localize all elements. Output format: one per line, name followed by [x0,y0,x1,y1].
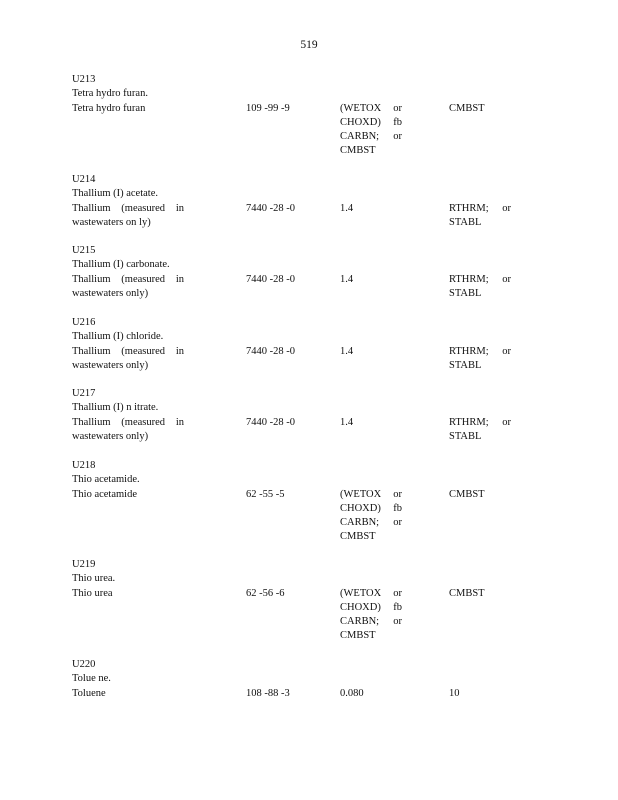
waste-code: U214 [72,174,96,185]
nonwastewater-standard-line: CMBST [449,102,485,114]
wastewater-standard-line: 1.4 [340,345,354,357]
constituent-line: Thio urea [72,587,113,599]
waste-name: Thio urea. [72,573,116,585]
wastewater-standard-cell [340,345,402,359]
nonwastewater-standard-line: RTHRM; or [449,202,511,214]
constituent-line: Thallium (measured in [72,345,184,357]
constituent-line: wastewaters only) [72,430,149,442]
constituent-row [72,202,552,231]
nonwastewater-standard-cell [449,102,511,116]
constituent-cell [72,587,184,601]
nonwastewater-standard-line: STABL [449,216,482,228]
waste-name: Thio acetamide. [72,474,140,486]
nonwastewater-standard-cell [449,587,511,601]
waste-code: U220 [72,659,96,670]
nonwastewater-standard-cell [449,488,511,502]
waste-entry [72,73,552,157]
cas-number: 7440 -28 -0 [246,202,295,214]
wastewater-standard-line: CHOXD) fb [340,502,402,514]
constituent-line: Thallium (measured in [72,416,184,428]
constituent-row [72,488,552,543]
wastewater-standard-line: CHOXD) fb [340,601,402,613]
wastewater-standard-line: CARBN; or [340,517,402,529]
nonwastewater-standard-line: RTHRM; or [449,273,511,285]
wastewater-standard-cell [340,687,402,701]
constituent-cell [72,488,184,502]
waste-name: Tetra hydro furan. [72,88,148,100]
wastewater-standard-cell [340,102,402,159]
nonwastewater-standard-line: CMBST [449,488,485,500]
waste-code: U216 [72,317,96,328]
cas-number: 7440 -28 -0 [246,416,295,428]
constituent-cell [72,273,184,302]
constituent-cell [72,416,184,445]
nonwastewater-standard-line: 10 [449,687,460,699]
waste-code: U219 [72,559,96,570]
waste-name: Thallium (I) chloride. [72,331,164,343]
cas-number: 7440 -28 -0 [246,273,295,285]
waste-code: U213 [72,74,96,85]
nonwastewater-standard-line: STABL [449,359,482,371]
waste-code: U217 [72,388,96,399]
nonwastewater-standard-cell [449,273,511,302]
waste-entry [72,316,552,373]
waste-name: Thallium (I) n itrate. [72,402,159,414]
wastewater-standard-cell [340,416,402,430]
wastewater-standard-line: 0.080 [340,687,364,699]
waste-entry [72,459,552,543]
cas-number: 108 -88 -3 [246,687,290,699]
constituent-line: wastewaters only) [72,287,149,299]
constituent-line: wastewaters on ly) [72,216,151,228]
nonwastewater-standard-line: CMBST [449,587,485,599]
constituent-cell [72,687,184,701]
wastewater-standard-line: CMBST [340,630,376,642]
constituent-line: Thio acetamide [72,488,138,500]
wastewater-standard-line: CMBST [340,531,376,543]
nonwastewater-standard-line: RTHRM; or [449,345,511,357]
constituent-line: Thallium (measured in [72,273,184,285]
cas-number: 62 -55 -5 [246,488,285,500]
wastewater-standard-line: 1.4 [340,416,354,428]
nonwastewater-standard-line: RTHRM; or [449,416,511,428]
wastewater-standard-line: (WETOX or [340,488,402,500]
waste-code: U218 [72,460,96,471]
constituent-row [72,687,552,701]
cas-number: 62 -56 -6 [246,587,285,599]
constituent-row [72,273,552,302]
constituent-cell [72,345,184,374]
wastewater-standard-line: 1.4 [340,202,354,214]
wastewater-standard-line: CHOXD) fb [340,116,402,128]
waste-entry [72,244,552,301]
nonwastewater-standard-cell [449,202,511,231]
waste-entry [72,173,552,230]
constituent-row [72,587,552,642]
constituent-cell [72,202,184,231]
nonwastewater-standard-cell [449,687,511,701]
constituent-line: Thallium (measured in [72,202,184,214]
page-number: 519 [300,39,318,51]
nonwastewater-standard-cell [449,345,511,374]
wastewater-standard-cell [340,202,402,216]
wastewater-standard-line: (WETOX or [340,587,402,599]
wastewater-standard-line: CARBN; or [340,616,402,628]
nonwastewater-standard-line: STABL [449,430,482,442]
waste-code: U215 [72,245,96,256]
constituent-cell [72,102,184,116]
wastewater-standard-cell [340,587,402,644]
constituent-row [72,416,552,445]
cas-number: 109 -99 -9 [246,102,290,114]
waste-entry [72,387,552,444]
nonwastewater-standard-line: STABL [449,287,482,299]
wastewater-standard-line: (WETOX or [340,102,402,114]
waste-entry [72,558,552,642]
constituent-line: wastewaters only) [72,359,149,371]
waste-entry [72,658,552,701]
nonwastewater-standard-cell [449,416,511,445]
constituent-row [72,102,552,157]
cas-number: 7440 -28 -0 [246,345,295,357]
waste-name: Thallium (I) carbonate. [72,259,170,271]
wastewater-standard-cell [340,488,402,545]
constituent-line: Tetra hydro furan [72,102,146,114]
wastewater-standard-cell [340,273,402,287]
constituent-row [72,345,552,374]
waste-name: Tolue ne. [72,673,111,685]
waste-name: Thallium (I) acetate. [72,188,158,200]
wastewater-standard-line: 1.4 [340,273,354,285]
wastewater-standard-line: CARBN; or [340,131,402,143]
constituent-line: Toluene [72,687,106,699]
wastewater-standard-line: CMBST [340,145,376,157]
